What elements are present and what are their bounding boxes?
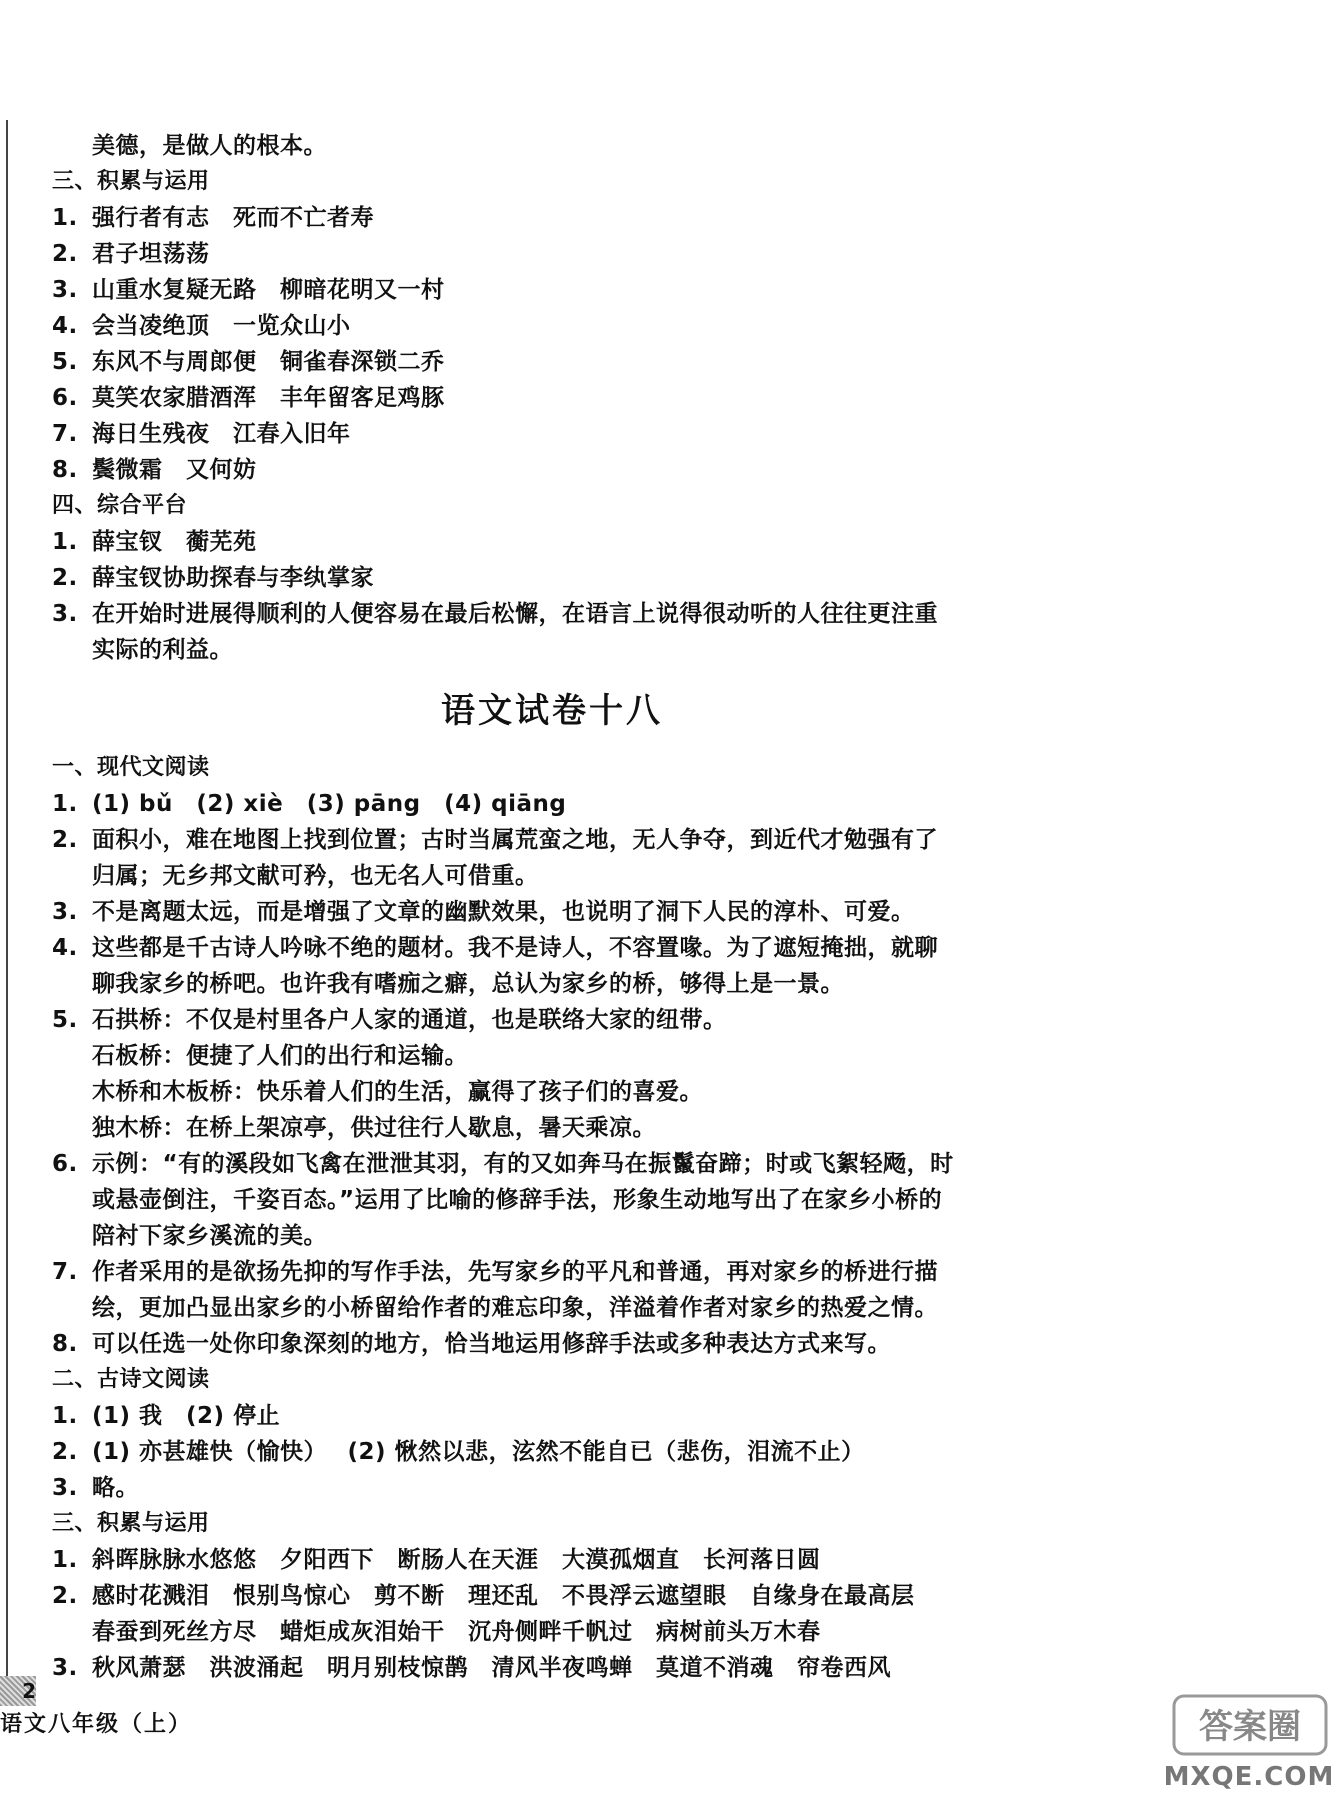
answer-item: 3. 秋风萧瑟 洪波涌起 明月别枝惊鹊 清风半夜鸣蝉 莫道不消魂 帘卷西风	[52, 1655, 891, 1681]
answer-item: 1. 薛宝钗 蘅芜苑	[52, 529, 257, 555]
answer-item: 4. 这些都是千古诗人吟咏不绝的题材。我不是诗人，不容置喙。为了遮短掩拙，就聊	[52, 935, 938, 961]
answer-continuation: 春蚕到死丝方尽 蜡炬成灰泪始干 沉舟侧畔千帆过 病树前头万木春	[92, 1619, 821, 1645]
answer-item: 8. 鬓微霜 又何妨	[52, 457, 257, 483]
page-footer	[0, 1676, 260, 1736]
answer-content	[52, 128, 1052, 1686]
answer-item: 1. (1) bǔ (2) xiè (3) pāng (4) qiāng	[52, 791, 567, 817]
binding-margin-line	[6, 120, 8, 1680]
answer-item: 3. 略。	[52, 1475, 139, 1501]
answer-item: 2. 君子坦荡荡	[52, 241, 210, 267]
answer-continuation: 绘，更加凸显出家乡的小桥留给作者的难忘印象，洋溢着作者对家乡的热爱之情。	[92, 1295, 938, 1321]
answer-item: 2. (1) 亦甚雄快（愉快） (2) 愀然以悲，泫然不能自已（悲伤，泪流不止）	[52, 1439, 865, 1465]
page-title: 语文试卷十八	[441, 691, 663, 731]
answer-item: 2. 感时花溅泪 恨别鸟惊心 剪不断 理还乱 不畏浮云遮望眼 自缘身在最高层	[52, 1583, 915, 1609]
answer-continuation: 陪衬下家乡溪流的美。	[92, 1223, 327, 1249]
watermark-logo-text: 答案圈	[1199, 1707, 1301, 1747]
answer-item: 2. 面积小，难在地图上找到位置；古时当属荒蛮之地，无人争夺，到近代才勉强有了	[52, 827, 938, 853]
answer-item: 7. 作者采用的是欲扬先抑的写作手法，先写家乡的平凡和普通，再对家乡的桥进行描	[52, 1259, 938, 1285]
answer-continuation: 独木桥：在桥上架凉亭，供过往行人歇息，暑天乘凉。	[92, 1115, 656, 1141]
answer-item: 5. 石拱桥：不仅是村里各户人家的通道，也是联络大家的纽带。	[52, 1007, 727, 1033]
page-number: 2	[0, 1676, 36, 1706]
answer-item: 3. 不是离题太远，而是增强了文章的幽默效果，也说明了洞下人民的淳朴、可爱。	[52, 899, 915, 925]
answer-item: 6. 莫笑农家腊酒浑 丰年留客足鸡豚	[52, 385, 445, 411]
answer-continuation: 石板桥：便捷了人们的出行和运输。	[92, 1043, 468, 1069]
section-heading: 一、现代文阅读	[52, 755, 210, 780]
section-heading: 四、综合平台	[52, 493, 188, 518]
book-title: 语文八年级（上）	[0, 1711, 193, 1737]
answer-continuation: 归属；无乡邦文献可矜，也无名人可借重。	[92, 863, 539, 889]
answer-item: 1. (1) 我 (2) 停止	[52, 1403, 281, 1429]
watermark-logo-icon	[1170, 1690, 1330, 1760]
answer-item: 5. 东风不与周郎便 铜雀春深锁二乔	[52, 349, 445, 375]
answer-item: 6. 示例：“有的溪段如飞禽在泄泄其羽，有的又如奔马在振鬣奋蹄；时或飞絮轻飏，时	[52, 1151, 954, 1177]
answer-item: 3. 在开始时进展得顺利的人便容易在最后松懈，在语言上说得很动听的人往往更注重	[52, 601, 938, 627]
answer-continuation: 木桥和木板桥：快乐着人们的生活，赢得了孩子们的喜爱。	[92, 1079, 703, 1105]
section-heading: 三、积累与运用	[52, 169, 210, 194]
answer-item: 4. 会当凌绝顶 一览众山小	[52, 313, 351, 339]
answer-item: 2. 薛宝钗协助探春与李纨掌家	[52, 565, 374, 591]
answer-continuation: 实际的利益。	[92, 637, 233, 663]
answer-continuation: 聊我家乡的桥吧。也许我有嗜痂之癖，总认为家乡的桥，够得上是一景。	[92, 971, 844, 997]
section-heading: 三、积累与运用	[52, 1511, 210, 1536]
answer-continuation: 或悬壶倒注，千姿百态。”运用了比喻的修辞手法，形象生动地写出了在家乡小桥的	[92, 1187, 943, 1213]
answer-continuation: 美德，是做人的根本。	[92, 133, 327, 159]
section-heading: 二、古诗文阅读	[52, 1367, 210, 1392]
answer-item: 1. 强行者有志 死而不亡者寿	[52, 205, 374, 231]
answer-item: 8. 可以任选一处你印象深刻的地方，恰当地运用修辞手法或多种表达方式来写。	[52, 1331, 891, 1357]
answer-item: 3. 山重水复疑无路 柳暗花明又一村	[52, 277, 445, 303]
site-watermark	[1160, 1690, 1338, 1794]
answer-item: 1. 斜晖脉脉水悠悠 夕阳西下 断肠人在天涯 大漠孤烟直 长河落日圆	[52, 1547, 821, 1573]
answer-item: 7. 海日生残夜 江春入旧年	[52, 421, 351, 447]
watermark-site: MXQE.COM	[1163, 1762, 1335, 1792]
